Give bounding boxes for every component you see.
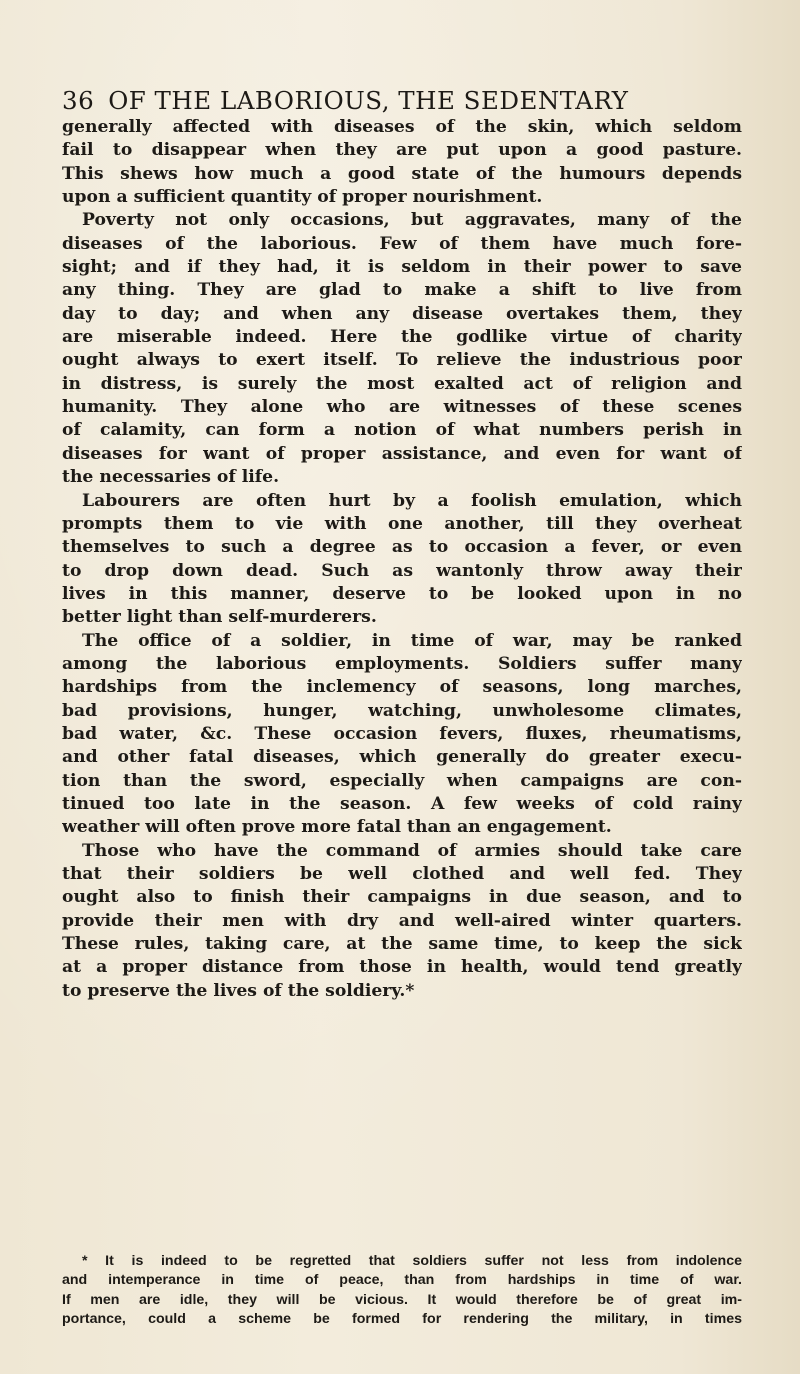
body-text bbox=[62, 116, 742, 1003]
text-line: tion than the sword, especially when campaigns are con- bbox=[62, 770, 742, 791]
text-line: diseases of the laborious. Few of them have much fore- bbox=[62, 233, 742, 254]
text-line: themselves to such a degree as to occasion a fever, or even bbox=[62, 537, 742, 558]
page-number: 36 bbox=[62, 86, 95, 115]
text-line: are miserable indeed. Here the godlike virtue of charity bbox=[62, 327, 742, 348]
text-line: ought also to finish their campaigns in due season, and to bbox=[62, 887, 742, 908]
text-line: lives in this manner, deserve to be looked upon in no bbox=[62, 583, 742, 604]
text-line: in distress, is surely the most exalted act of religion and bbox=[62, 373, 742, 394]
text-line: at a proper distance from those in health, would tend greatly bbox=[62, 957, 742, 978]
text-line: tinued too late in the season. A few weeks of cold rainy bbox=[62, 793, 742, 814]
text-line: sight; and if they had, it is seldom in their power to save bbox=[62, 257, 742, 278]
text-line: generally affected with diseases of the skin, which seldom bbox=[62, 117, 742, 137]
running-title: OF THE LABORIOUS, THE SEDENTARY bbox=[108, 86, 629, 115]
text-line: provide their men with dry and well-aired winter quarters. bbox=[62, 910, 742, 931]
text-line: the necessaries of life. bbox=[62, 467, 280, 488]
text-line: of calamity, can form a notion of what numbers perish in bbox=[62, 420, 742, 441]
text-line: to preserve the lives of the soldiery.* bbox=[62, 980, 415, 1001]
text-line: that their soldiers be well clothed and well fed. They bbox=[62, 864, 742, 884]
text-line: These rules, taking care, at the same time, to keep the sick bbox=[62, 934, 742, 955]
text-line: ought always to exert itself. To relieve the industrious poor bbox=[62, 350, 742, 371]
text-line: The office of a soldier, in time of war, may be ranked bbox=[82, 630, 742, 651]
running-header bbox=[62, 86, 742, 115]
text-line: This shews how much a good state of the humours depends bbox=[62, 163, 742, 184]
text-line: hardships from the inclemency of seasons, long marches, bbox=[62, 677, 742, 698]
text-line: diseases for want of proper assistance, and even for want of bbox=[62, 443, 742, 464]
text-line: weather will often prove more fatal than an engagement. bbox=[62, 817, 612, 838]
text-line: upon a sufficient quantity of proper nourishment. bbox=[62, 187, 543, 208]
text-line: Labourers are often hurt by a foolish emulation, which bbox=[82, 490, 742, 511]
text-line: better light than self-murderers. bbox=[62, 607, 377, 628]
footnote-line: If men are idle, they will be vicious. It would therefore be of great im- bbox=[62, 1291, 742, 1308]
text-line: prompts them to vie with one another, till they overheat bbox=[62, 513, 742, 534]
text-line: Those who have the command of armies should take care bbox=[82, 840, 742, 861]
text-line: and other fatal diseases, which generally do greater execu- bbox=[62, 747, 742, 768]
text-line: any thing. They are glad to make a shift to live from bbox=[62, 280, 742, 301]
text-line: Poverty not only occasions, but aggravates, many of the bbox=[82, 210, 742, 231]
text-line: day to day; and when any disease overtakes them, they bbox=[62, 303, 742, 324]
text-line: to drop down dead. Such as wantonly throw away their bbox=[62, 560, 742, 581]
footnote-line: and intemperance in time of peace, than from hardships in time of war. bbox=[62, 1272, 742, 1289]
text-line: fail to disappear when they are put upon a good pasture. bbox=[62, 140, 742, 161]
footnote-line: portance, could a scheme be formed for rendering the military, in times bbox=[62, 1310, 742, 1327]
text-line: bad water, &c. These occasion fevers, fluxes, rheumatisms, bbox=[62, 723, 742, 744]
text-line: humanity. They alone who are witnesses of these scenes bbox=[62, 397, 742, 418]
footnote bbox=[62, 1252, 742, 1329]
footnote-line: * It is indeed to be regretted that soldiers suffer not less from indolence bbox=[82, 1253, 742, 1269]
text-line: bad provisions, hunger, watching, unwholesome climates, bbox=[62, 700, 742, 721]
text-line: among the laborious employments. Soldiers suffer many bbox=[62, 653, 742, 674]
